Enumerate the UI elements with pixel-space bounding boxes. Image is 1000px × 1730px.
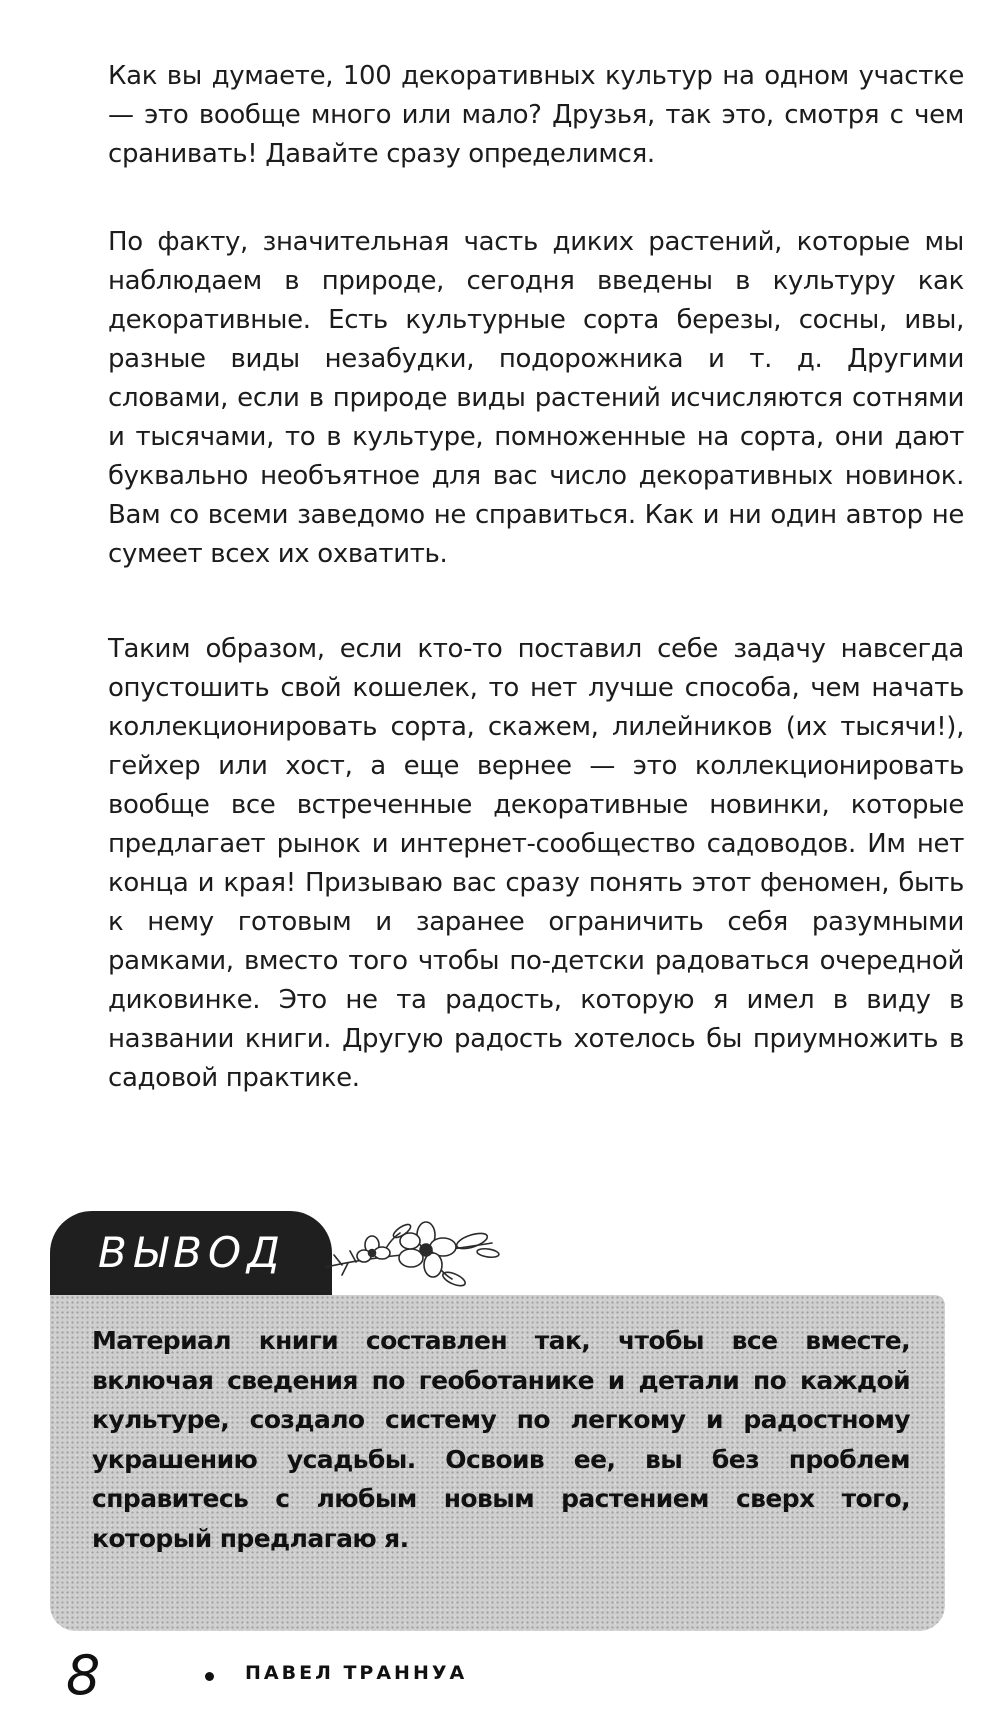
conclusion-text: Материал книги составлен так, чтобы все вместе, включая сведения по геоботанике и детали по каждой культуре, создало систему по легкому и радостному украшению усадьбы. Освоив ее, вы без проблем справитесь с любым новым растением сверх того, который предлагаю я. [92,1326,910,1553]
conclusion-block [50,1211,945,1631]
flower-branch-icon [322,1213,502,1295]
page-number: 8 [66,1644,101,1707]
paragraph-2: По факту, значительная часть диких растений, которые мы наблюдаем в природе, сегодня введены в культуру как декоративные. Есть культурные сорта березы, сосны, ивы, разные виды незабудки, подорожника и т. д. Другими словами, если в природе виды растений исчисляются сотнями и тысячами, то в культуре, помноженные на сорта, они дают буквально необъятное для вас число декоративных новинок. Вам со всеми заведомо не справиться. Как и ни один автор не сумеет всех их охватить. [108,227,964,569]
paragraph-1: Как вы думаете, 100 декоративных культур на одном участке — это вообще много или мало? Друзья, так это, смотря с чем сранивать! Давайте сразу определимся. [108,61,964,169]
conclusion-title: ВЫВОД [50,1211,332,1295]
author-name: ПАВЕЛ ТРАННУА [245,1662,468,1684]
bullet-icon [205,1672,214,1681]
paragraph-3: Таким образом, если кто-то поставил себе задачу навсегда опустошить свой кошелек, то нет лучше способа, чем начать коллекционировать сорта, скажем, лилейников (их тысячи!), гейхер или хост, а еще вернее — это коллекционировать вообще все встреченные декоративные новинки, которые предлагает рынок и интернет-сообщество садоводов. Им нет конца и края! Призываю вас сразу понять этот феномен, быть к нему готовым и заранее ограничить себя разумными рамками, вместо того чтобы по-детски радоваться очередной диковинке. Это не та радость, которую я имел в виду в названии книги. Другую радость хотелось бы приумножить в садовой практике. [108,634,964,1093]
conclusion-box [50,1295,945,1631]
page-footer [0,1640,1000,1720]
